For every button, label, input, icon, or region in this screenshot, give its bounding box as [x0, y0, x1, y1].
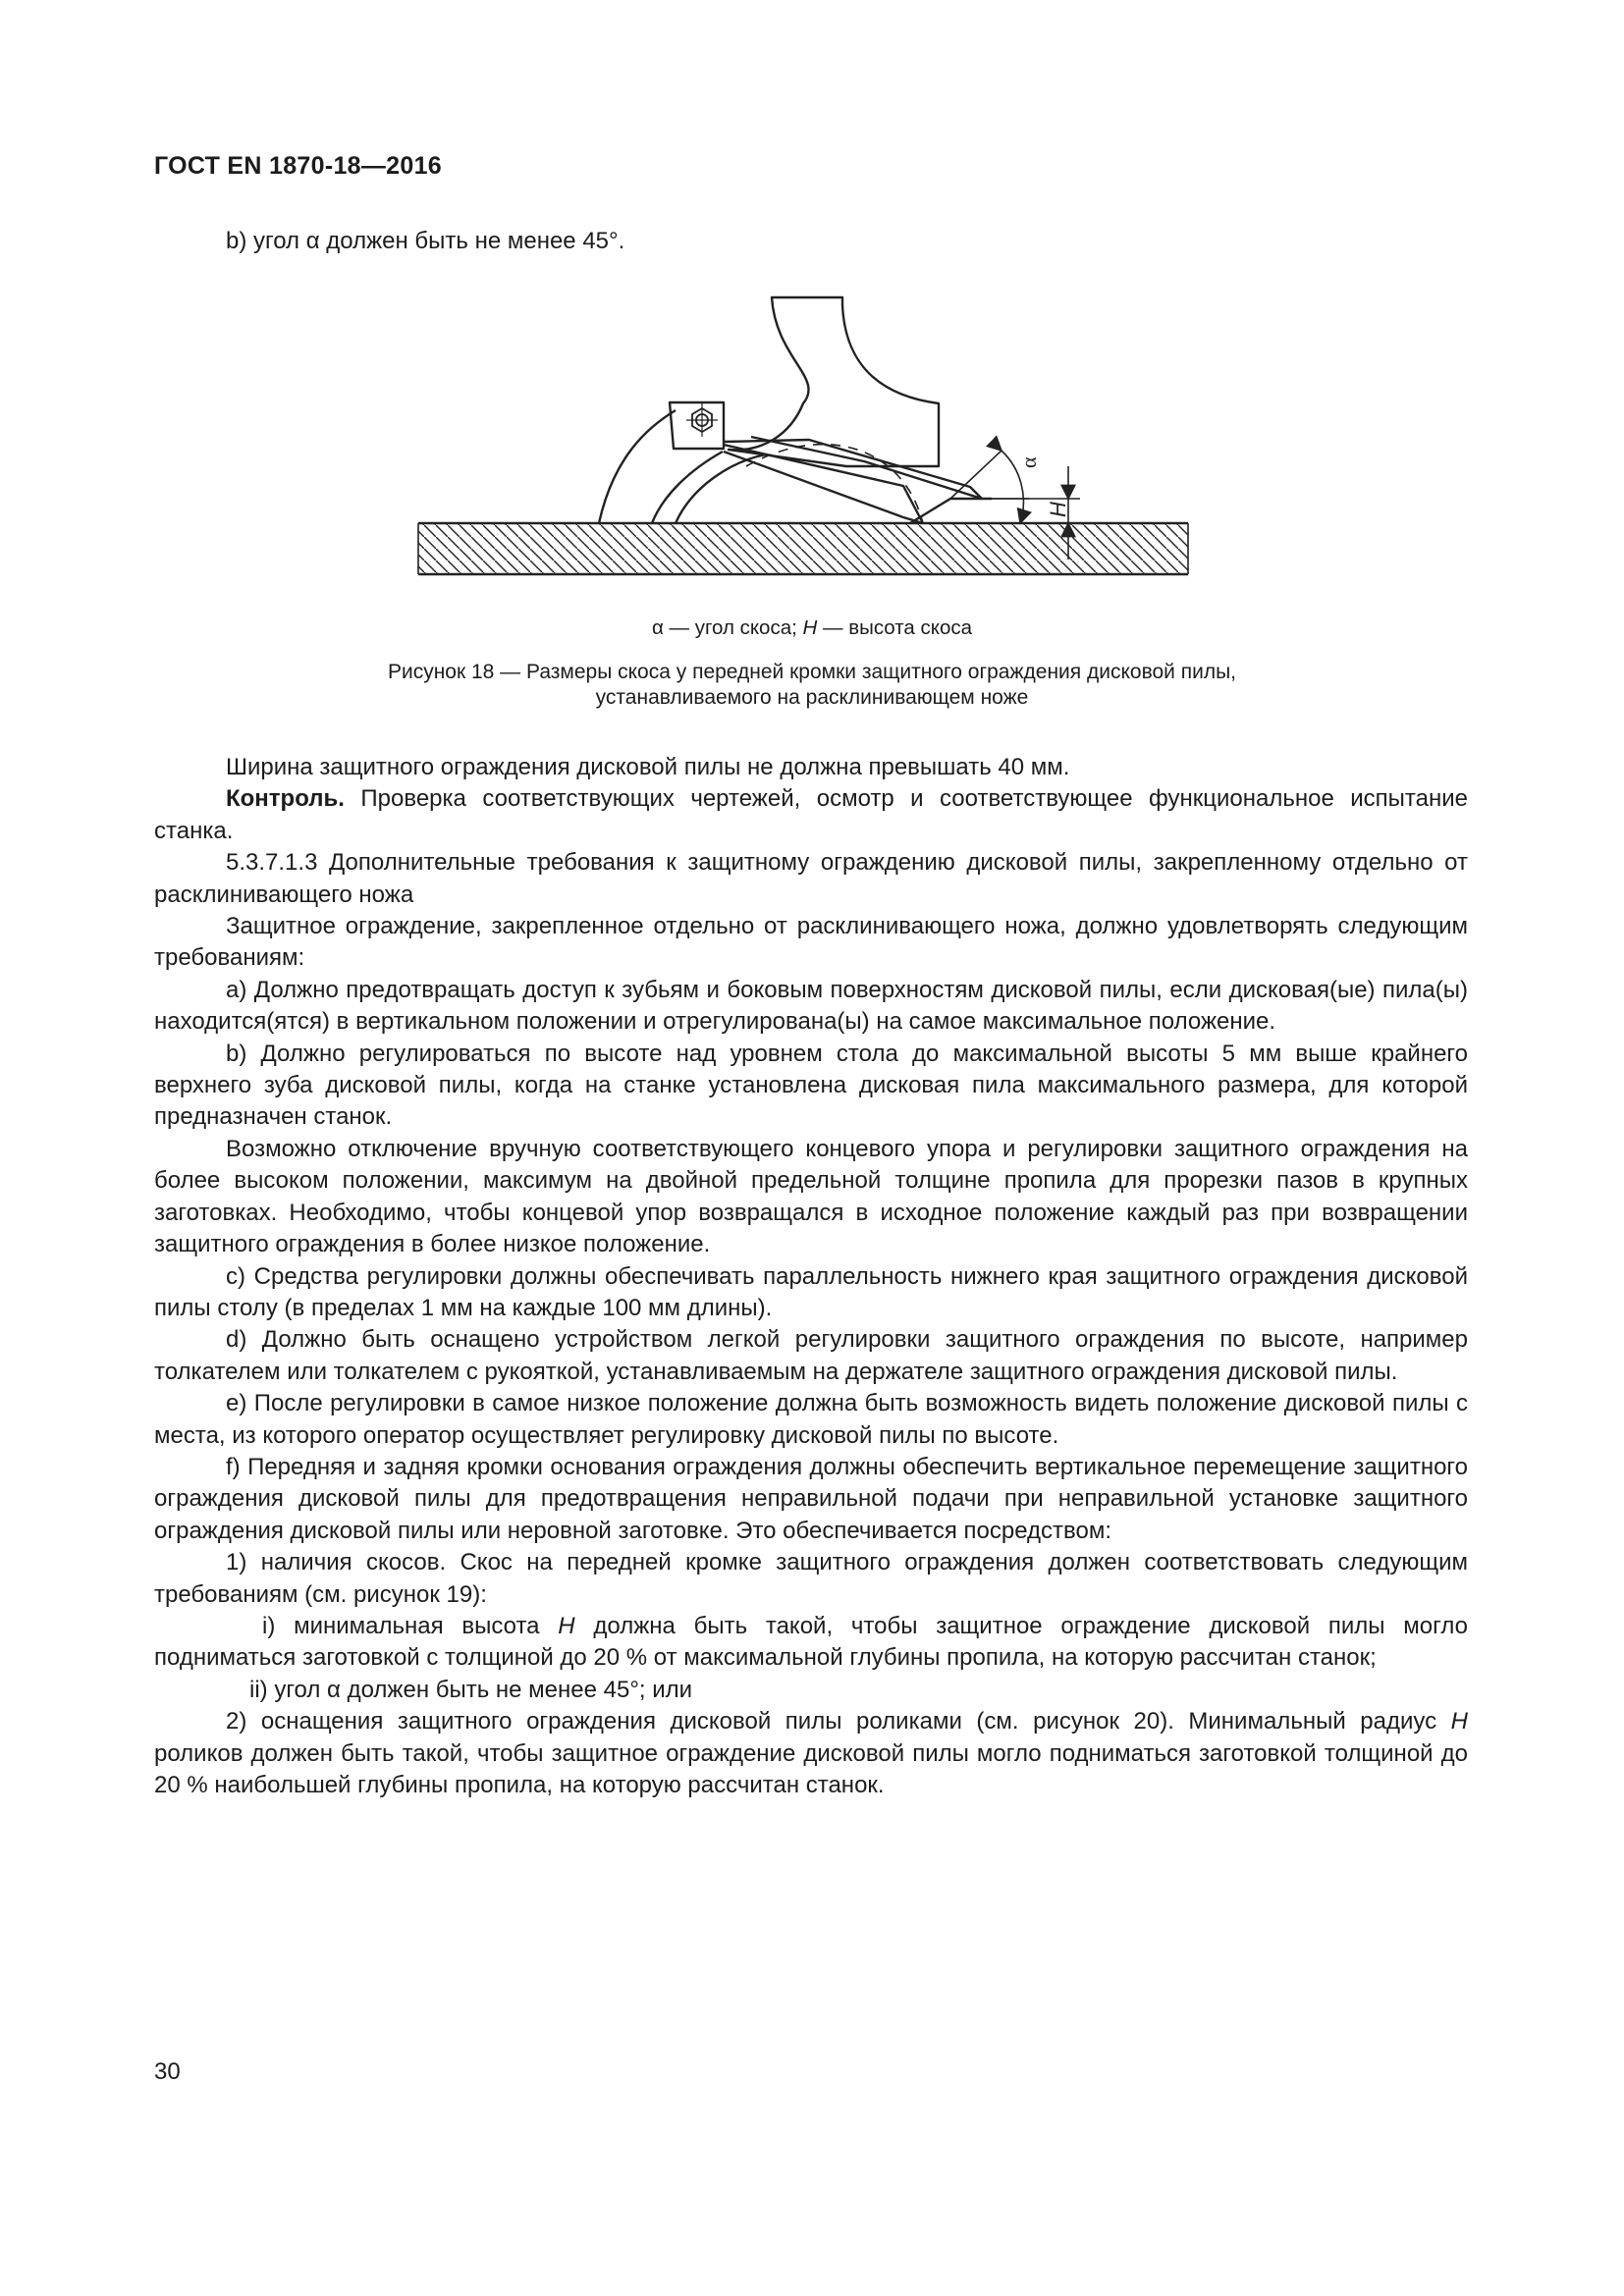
guard-plate: [670, 402, 982, 499]
control-label: Контроль.: [226, 785, 345, 813]
h-label: H: [1046, 502, 1070, 517]
subitem-i-text-b: должна быть такой, чтобы защитное ограждение дисковой пилы могло подниматься заготовкой с толщиной до 20 % от максимальной глубины пропила, на которую рассчитан станок;: [154, 1612, 1468, 1672]
table-surface: [418, 523, 1188, 574]
figure-caption: [245, 660, 1379, 711]
paragraph-item-c: c) Средства регулировки должны обеспечивать параллельность нижнего края защитного ограждения дисковой пилы столу (в пределах 1 мм на каждые 100 мм длины).: [154, 1262, 1468, 1321]
subitem-2-h: H: [1450, 1708, 1468, 1735]
bolt-icon: [686, 403, 718, 437]
paragraph-item-d: d) Должно быть оснащено устройством легкой регулировки защитного ограждения по высоте, например толкателем или толкателем с рукояткой, устанавливаемым на держателе защитного ограждения дисковой пилы.: [154, 1326, 1468, 1385]
legend-alpha-symbol: α: [651, 616, 664, 639]
paragraph-subitem-ii: ii) угол α должен быть не менее 45°; или: [249, 1676, 693, 1703]
control-text: Проверка соответствующих чертежей, осмотр и соответствующее функциональное испытание станка.: [154, 785, 1468, 844]
paragraph-requirements-intro: Защитное ограждение, закрепленное отдельно от расклинивающего ножа, должно удовлетворять следующим требованиям:: [154, 913, 1468, 972]
paragraph-manual-override: Возможно отключение вручную соответствующего концевого упора и регулировки защитного ограждения на более высоком положении, максимум на двойной предельной толщине пропила для прорезки пазов в крупных заготовках. Необходимо, чтобы концевой упор возвращался в исходное положение каждый раз при возвращении защитного ограждения в более низкое положение.: [154, 1135, 1468, 1258]
intro-line: b) угол α должен быть не менее 45°.: [226, 228, 625, 254]
subitem-i-h: H: [558, 1612, 575, 1639]
paragraph-control: [154, 783, 1468, 847]
figure-18-drawing: [412, 290, 1218, 584]
subitem-2-text-a: 2) оснащения защитного ограждения дисковой пилы роликами (см. рисунок 20). Минимальный радиус: [226, 1708, 1451, 1735]
paragraph-subitem-i: [154, 1611, 1468, 1675]
paragraph-subitem-1: 1) наличия скосов. Скос на передней кромке защитного ограждения должен соответствовать следующим требованиям (см. рисунок 19):: [154, 1549, 1468, 1608]
paragraph-subitem-2: [154, 1706, 1468, 1801]
paragraph-item-f: f) Передняя и задняя кромки основания ограждения должны обеспечить вертикальное перемещение защитного ограждения дисковой пилы для предотвращения неправильной подачи при неправильной установке защитного ограждения дисковой пилы или неровной заготовке. Это обеспечивается посредством:: [154, 1453, 1468, 1544]
body-text: [154, 752, 1468, 1801]
legend-alpha-text: — угол скоса;: [663, 616, 803, 639]
paragraph-section-5-3-7-1-3: 5.3.7.1.3 Дополнительные требования к защитному ограждению дисковой пилы, закрепленному отдельно от расклинивающего ножа: [154, 849, 1468, 908]
paragraph-guard-width: Ширина защитного ограждения дисковой пилы не должна превышать 40 мм.: [226, 754, 1070, 780]
caption-line-1: Рисунок 18 — Размеры скоса у передней кромки защитного ограждения дисковой пилы,: [387, 661, 1237, 683]
subitem-2-text-b: роликов должен быть такой, чтобы защитное ограждение дисковой пилы могло подниматься заготовкой толщиной до 20 % наибольшей глубины пропила, на которую рассчитан станок.: [154, 1739, 1468, 1798]
legend-h-symbol: H: [802, 616, 818, 639]
paragraph-item-b: b) Должно регулироваться по высоте над уровнем стола до максимальной высоты 5 мм выше крайнего верхнего зуба дисковой пилы, когда на станке установлена дисковая пила максимального размера, для которой предназначен станок.: [154, 1040, 1468, 1131]
riving-knife: [599, 410, 766, 523]
alpha-label: α: [1016, 456, 1041, 468]
paragraph-item-e: e) После регулировки в самое низкое положение должна быть возможность видеть положение дисковой пилы с места, из которого оператор осуществляет регулировку дисковой пилы по высоте.: [154, 1390, 1468, 1449]
figure-legend: [0, 616, 1624, 640]
caption-line-2: устанавливаемого на расклинивающем ноже: [595, 686, 1029, 709]
page-number: 30: [154, 2058, 181, 2085]
document-code-header: ГОСТ EN 1870-18—2016: [154, 152, 442, 180]
paragraph-item-a: a) Должно предотвращать доступ к зубьям и боковым поверхностям дисковой пилы, если дисковая(ые) пила(ы) находится(ятся) в вертикальном положении и отрегулирована(ы) на самое максимальное положение.: [154, 976, 1468, 1036]
subitem-i-text-a: i) минимальная высота: [262, 1612, 559, 1639]
legend-h-text: — высота скоса: [817, 616, 973, 639]
